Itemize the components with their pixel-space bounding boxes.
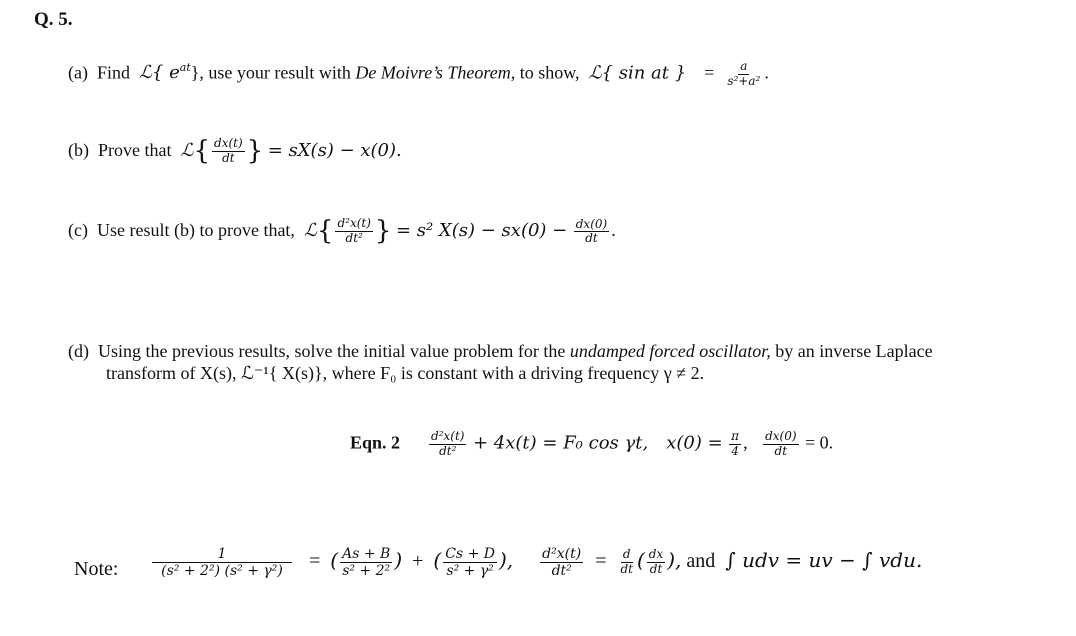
part-d-label: (d) xyxy=(68,341,89,361)
part-c-label: (c) xyxy=(68,220,88,240)
fraction-d2x-dt2: $\frac{\text{d²x(t)}}{\text{dt²}}$ xyxy=(431,429,465,458)
part-b xyxy=(68,136,402,166)
part-d-line2: transform of X(s), ℒ⁻¹{ X(s)}, where F₀ is constant with a driving frequency γ ≠ 2. xyxy=(106,363,705,383)
equation-end: = 0. xyxy=(805,432,834,453)
question-title: Q. 5. xyxy=(34,9,73,30)
fraction-dx-dt: $\frac{dx}{dt}$ xyxy=(648,547,664,577)
part-a: (a) Find ℒ{ $e^{at}$}, use your result with De Moivre’s Theorem, to show, ℒ{ sin at } = $\frac{a}{\text{s²+a²}}$ . xyxy=(68,59,769,88)
equation-2: Eqn. 2 $\frac{\text{d²x(t)}}{\text{dt²}}$ + 4x(t) = F₀ cos γt, x(0) = $\frac{\pi}{4}$ , $\frac{dx(0)}{dt}$ = 0. xyxy=(350,429,834,458)
laplace-d2x-dt2: ℒ{ $\frac{\text{d²x(t)}}{\text{dt²}}$ } xyxy=(303,215,392,246)
fraction-d2x-dt2-note: $\frac{\text{d²x(t)}}{\text{dt²}}$ xyxy=(542,546,582,580)
note-label: Note: xyxy=(74,558,119,580)
undamped-forced-oscillator: undamped forced oscillator, xyxy=(569,341,771,361)
fraction-as-b: $\frac{As + B}{\text{s² + 2²}}$ xyxy=(342,546,391,580)
part-a-text-end: to show, xyxy=(519,62,580,83)
equals-sign: = xyxy=(704,62,715,83)
laplace-dx-dt: ℒ{ $\frac{dx(t)}{dt}$ } xyxy=(180,135,264,166)
part-b-text: Prove that xyxy=(98,140,172,160)
equation-mid: + 4x(t) = F₀ cos γt, xyxy=(472,432,649,454)
fraction-partial-lhs: $\frac{1}{\text{(s² + 2²) (s² + γ²)}}$ xyxy=(152,546,292,579)
part-c: (c) Use result (b) to prove that, ℒ{ $\frac{\text{d²x(t)}}{\text{dt²}}$ } = s² X(s) − sx(0) − $\frac{dx(0)}{dt}$ . xyxy=(68,215,616,246)
note-and: and xyxy=(686,550,716,573)
part-c-text: Use result (b) to prove that, xyxy=(96,220,295,240)
fraction-dx0-dt-ic: $\frac{dx(0)}{dt}$ xyxy=(765,429,797,458)
part-a-text-prefix: Find xyxy=(96,62,130,83)
part-c-rhs: = s² X(s) − sx(0) − xyxy=(395,220,568,241)
part-b-rhs: = sX(s) − x(0). xyxy=(267,140,402,161)
equation-label: Eqn. 2 xyxy=(350,432,401,453)
integration-by-parts: ∫ udv = uv − ∫ vdu. xyxy=(725,548,923,573)
fraction-cs-d: $\frac{Cs + D}{\text{s² + γ²}}$ xyxy=(445,546,495,580)
part-b-label: (b) xyxy=(68,140,89,160)
part-a-label: (a) xyxy=(68,62,88,83)
part-a-text-mid: }, use your result with xyxy=(190,62,351,83)
initial-condition-x0: x(0) = xyxy=(666,432,723,454)
de-moivre-theorem: De Moivre’s Theorem, xyxy=(355,62,516,83)
fraction-d-dt: $\frac{d}{dt}$ xyxy=(620,547,633,577)
note-equals: = xyxy=(309,550,321,573)
part-d-line1: (d) Using the previous results, solve the initial value problem for the undamped forced oscillator, by an inverse Laplace xyxy=(68,341,933,361)
laplace-sin: ℒ{ sin at } xyxy=(588,62,687,84)
fraction-pi-4: $\frac{\pi}{4}$ xyxy=(731,429,740,458)
note-formulas: $\frac{1}{\text{(s² + 2²) (s² + γ²)}}$ = ( $\frac{As + B}{\text{s² + 2²}}$ ) + ( $\frac{Cs + D}{\text{s² + γ²}}$ ), $\frac{\text{d²x(t)}}{\text{dt²}}$ = $\frac{d}{dt}$ ( $\frac{dx}{dt}$ ), and ∫ udv = uv − ∫ vdu. xyxy=(150,546,922,579)
fraction-a-over-s2-a2: $\frac{a}{\text{s²+a²}}$ xyxy=(727,59,761,88)
laplace-exp: ℒ{ $e^{at}$ xyxy=(139,61,191,84)
fraction-dx0-dt: $\frac{dx(0)}{dt}$ xyxy=(575,216,608,246)
